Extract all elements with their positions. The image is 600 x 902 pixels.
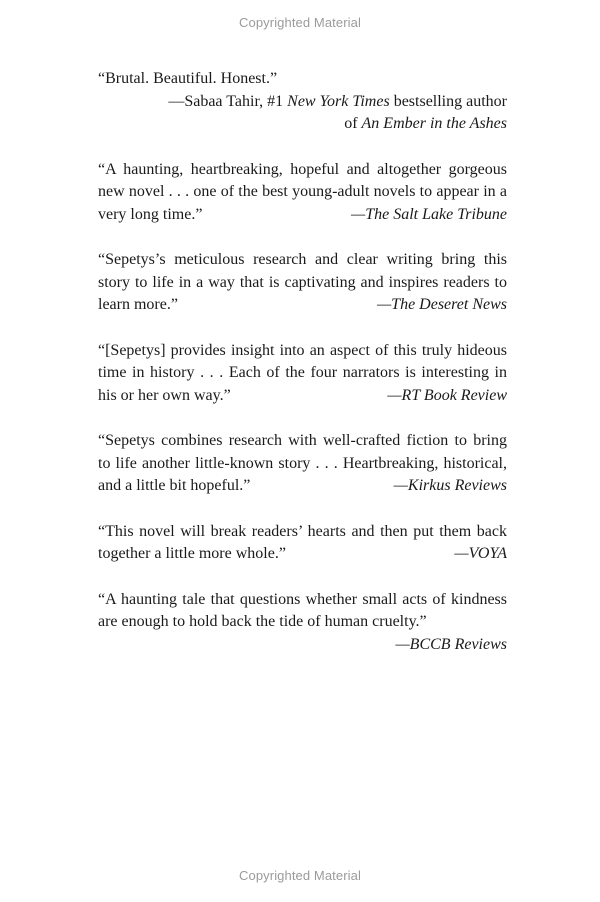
watermark-bottom: Copyrighted Material	[239, 868, 361, 883]
blurb-quote: “This novel will break readers’ hearts and then put them back together a little more whole.” —VOYA	[98, 521, 507, 566]
blurb-attribution: —Sabaa Tahir, #1 New York Times bestselling author	[168, 92, 507, 110]
blurb-5	[98, 430, 507, 498]
blurb-quote: “Sepetys combines research with well-crafted fiction to bring to life another little-known story . . . Heartbreaking, historical, and a little bit hopeful.” —Kirkus Reviews	[98, 430, 507, 498]
blurb-7	[98, 589, 507, 657]
blurb-quote: “A haunting tale that questions whether small acts of kindness are enough to hold back the tide of human cruelty.”	[98, 590, 507, 630]
blurb-attribution: —The Salt Lake Tribune	[350, 205, 507, 223]
blurb-3	[98, 249, 507, 317]
blurb-quote: “[Sepetys] provides insight into an aspect of this truly hideous time in history . . . Each of the four narrators is interesting in his or her own way.” —RT Book Review	[98, 340, 507, 408]
blurb-quote: “Brutal. Beautiful. Honest.”	[98, 70, 278, 87]
blurb-attribution: —VOYA	[454, 545, 507, 562]
blurb-attribution: —Kirkus Reviews	[393, 477, 507, 494]
blurb-attribution: —BCCB Reviews	[395, 635, 507, 653]
praise-page	[98, 68, 507, 679]
blurb-1	[98, 68, 507, 136]
watermark-top: Copyrighted Material	[239, 15, 361, 30]
blurb-quote: “Sepetys’s meticulous research and clear writing bring this story to life in a way that is captivating and inspires readers to learn more.” —The Deseret News	[98, 249, 507, 317]
blurb-attribution: —RT Book Review	[387, 386, 507, 404]
blurb-attribution-line2: of An Ember in the Ashes	[344, 115, 507, 132]
blurb-attribution: —The Deseret News	[376, 296, 507, 313]
blurb-2	[98, 159, 507, 227]
blurb-4	[98, 340, 507, 408]
blurb-6	[98, 521, 507, 566]
blurb-quote: “A haunting, heartbreaking, hopeful and altogether gorgeous new novel . . . one of the best young-adult novels to appear in a very long time.” —The Salt Lake Tribune	[98, 159, 507, 227]
